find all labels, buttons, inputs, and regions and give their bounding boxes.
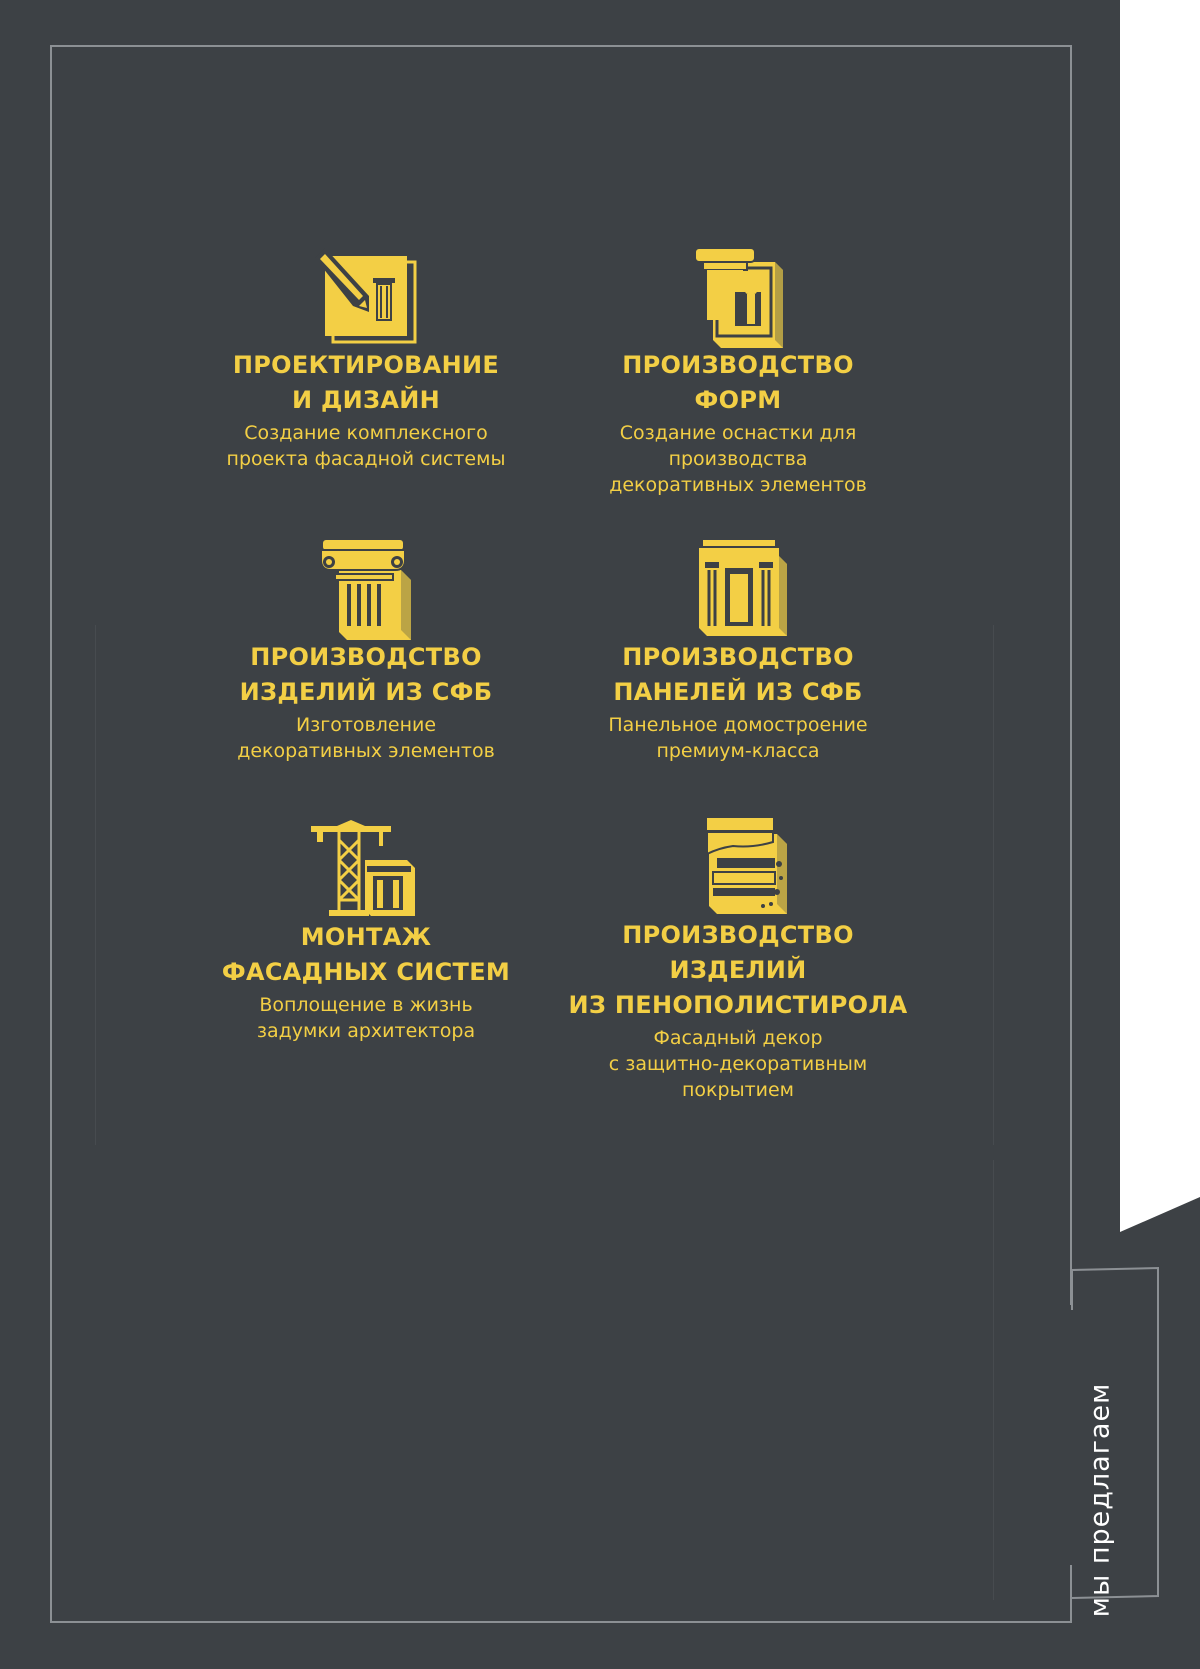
service-title: ПРОЕКТИРОВАНИЕ И ДИЗАЙН: [232, 351, 500, 414]
capital-mold-icon: [683, 248, 793, 348]
service-installation: [186, 820, 546, 1044]
service-description: Воплощение в жизнь задумки архитектора: [256, 994, 476, 1042]
service-title: ПРОИЗВОДСТВО ИЗДЕЛИЙ ИЗ ПЕНОПОЛИСТИРОЛА: [568, 921, 908, 1019]
service-title: ПРОИЗВОДСТВО ПАНЕЛЕЙ ИЗ СФБ: [613, 643, 863, 706]
side-label: мы предлагаем: [1084, 1382, 1116, 1618]
facade-panel-icon: [683, 540, 793, 640]
service-design: [186, 248, 546, 472]
pencil-drafting-icon: [311, 248, 421, 348]
faint-guide-line: [993, 1160, 994, 1600]
service-description: Панельное домостроение премиум-класса: [608, 714, 868, 762]
service-title: ПРОИЗВОДСТВО ИЗДЕЛИЙ ИЗ СФБ: [239, 643, 493, 706]
service-molds: [558, 248, 918, 498]
service-description: Изготовление декоративных элементов: [237, 714, 495, 762]
cornice-molding-icon: [683, 818, 793, 918]
service-description: Создание комплексного проекта фасадной системы: [226, 422, 506, 470]
service-title: МОНТАЖ ФАСАДНЫХ СИСТЕМ: [221, 923, 511, 986]
faint-guide-line: [95, 625, 96, 1145]
faint-guide-line: [993, 625, 994, 1145]
service-sfb-products: [186, 540, 546, 764]
service-description: Фасадный декор с защитно-декоративным покрытием: [608, 1027, 868, 1101]
service-sfb-panels: [558, 540, 918, 764]
service-polystyrene: [558, 818, 918, 1103]
service-description: Создание оснастки для производства декоративных элементов: [609, 422, 867, 496]
column-capital-icon: [311, 540, 421, 640]
service-title: ПРОИЗВОДСТВО ФОРМ: [622, 351, 854, 414]
crane-building-icon: [311, 820, 421, 920]
